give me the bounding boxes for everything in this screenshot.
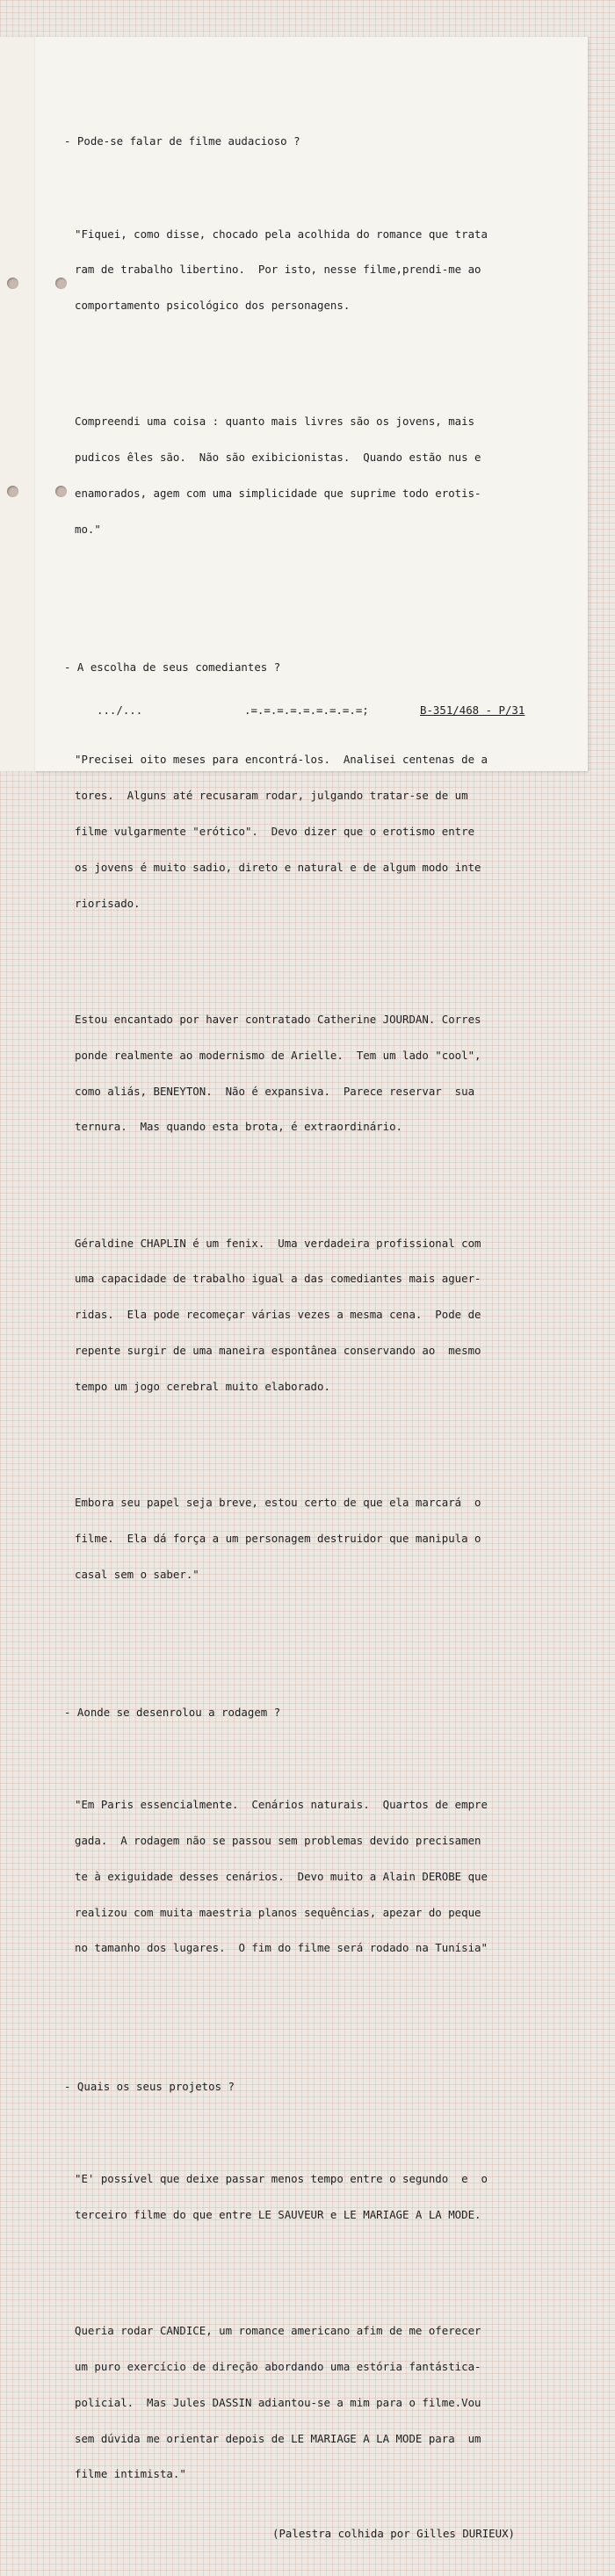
page-footer — [64, 704, 539, 718]
text-line: realizou com muita maestria planos sequências, apezar do peque — [75, 1905, 481, 1919]
section-projects — [64, 2057, 556, 2564]
text-line: filme vulgarmente "erótico". Devo dizer que o erotismo entre — [75, 825, 475, 839]
text-line: mo." — [75, 522, 101, 536]
text-line: "Em Paris essencialmente. Cenários naturais. Quartos de empre — [75, 1798, 488, 1812]
text-line: os jovens é muito sadio, direto e natural e de algum modo inte — [75, 860, 481, 874]
answer-paragraph — [64, 1775, 556, 1978]
text-line: ram de trabalho libertino. Por isto, nesse filme,prendi-me ao — [75, 263, 481, 277]
text-line: ternura. Mas quando esta brota, é extraordinário. — [75, 1120, 402, 1134]
answer-paragraph — [64, 2301, 556, 2504]
text-line: um puro exercício de direção abordando uma estória fantástica- — [75, 2360, 481, 2374]
section-choice-of-actors — [64, 638, 556, 1628]
interview-credit: (Palestra colhida por Gilles DURIEUX) — [272, 2527, 516, 2541]
section-shooting-location — [64, 1683, 556, 2002]
text-line: ponde realmente ao modernismo de Arielle. Tem um lado "cool", — [75, 1048, 481, 1062]
answer-paragraph — [64, 204, 556, 336]
continuation-mark: .../... — [97, 704, 143, 717]
text-line: como aliás, BENEYTON. Não é expansiva. Parece reservar sua — [75, 1084, 475, 1098]
text-line: riorisado. — [75, 896, 141, 910]
punch-hole-facing-bottom — [7, 486, 18, 497]
facing-page-edge — [0, 37, 38, 771]
text-line: filme. Ela dá força a um personagem destruidor que manipula o — [75, 1531, 481, 1545]
text-line: ridas. Ela pode recomeçar várias vezes a mesma cena. Pode de — [75, 1308, 481, 1322]
text-line: te à exiguidade desses cenários. Devo muito a Alain DEROBE que — [75, 1869, 488, 1883]
text-line: enamorados, agem com uma simplicidade que suprime todo erotis- — [75, 487, 481, 500]
question-audacious-film: - Pode-se falar de filme audacioso ? — [64, 134, 300, 148]
answer-paragraph — [64, 990, 556, 1157]
text-line: "Precisei oito meses para encontrá-los. Analisei centenas de a — [75, 753, 488, 767]
text-line: terceiro filme do que entre LE SAUVEUR e LE MARIAGE A LA MODE. — [75, 2207, 481, 2221]
document-reference: B-351/468 - P/31 — [420, 704, 525, 717]
text-line: comportamento psicológico dos personagens. — [75, 299, 351, 313]
text-line: sem dúvida me orientar depois de LE MARIAGE A LA MODE para um — [75, 2431, 481, 2445]
text-line: gada. A rodagem não se passou sem problemas devido precisamen — [75, 1834, 481, 1848]
text-line: tempo um jogo cerebral muito elaborado. — [75, 1379, 330, 1393]
text-line: policial. Mas Jules DASSIN adiantou-se a mim para o filme.Vou — [75, 2395, 481, 2409]
question-choice-of-actors: - A escolha de seus comediantes ? — [64, 660, 281, 675]
separator-line: .=.=.=.=.=.=.=.=.=; — [244, 704, 369, 717]
text-line: Géraldine CHAPLIN é um fenix. Uma verdadeira profissional com — [75, 1236, 481, 1250]
text-line: pudicos êles são. Não são exibicionistas. Quando estão nus e — [75, 451, 481, 465]
answer-paragraph — [64, 1473, 556, 1605]
question-projects: - Quais os seus projetos ? — [64, 2080, 235, 2093]
text-line: casal sem o saber." — [75, 1567, 199, 1581]
text-line: "Fiquei, como disse, chocado pela acolhida do romance que trata — [75, 227, 488, 241]
text-line: Estou encantado por haver contratado Catherine JOURDAN. Corres — [75, 1012, 481, 1026]
text-line: Queria rodar CANDICE, um romance americano afim de me oferecer — [75, 2324, 481, 2338]
text-line: no tamanho dos lugares. O fim do filme será rodado na Tunísia" — [75, 1941, 488, 1955]
punch-hole-facing-top — [7, 278, 18, 289]
text-line: tores. Alguns até recusaram rodar, julgando tratar-se de um — [75, 789, 468, 803]
section-audacious-film — [64, 112, 556, 583]
answer-paragraph — [64, 392, 556, 559]
text-line: repente surgir de uma maneira espontânea conservando ao mesmo — [75, 1343, 481, 1357]
text-line: filme intimista." — [75, 2467, 186, 2481]
text-line: Compreendi uma coisa : quanto mais livres são os jovens, mais — [75, 415, 475, 429]
text-line: "E' possível que deixe passar menos tempo entre o segundo e o — [75, 2172, 488, 2186]
answer-paragraph — [64, 2149, 556, 2245]
text-line: uma capacidade de trabalho igual a das comediantes mais aguer- — [75, 1272, 481, 1286]
answer-paragraph — [64, 1213, 556, 1416]
answer-paragraph — [64, 730, 556, 933]
text-line: Embora seu papel seja breve, estou certo de que ela marcará o — [75, 1496, 481, 1510]
question-shooting-location: - Aonde se desenrolou a rodagem ? — [64, 1706, 281, 1720]
interview-text — [64, 88, 556, 2576]
